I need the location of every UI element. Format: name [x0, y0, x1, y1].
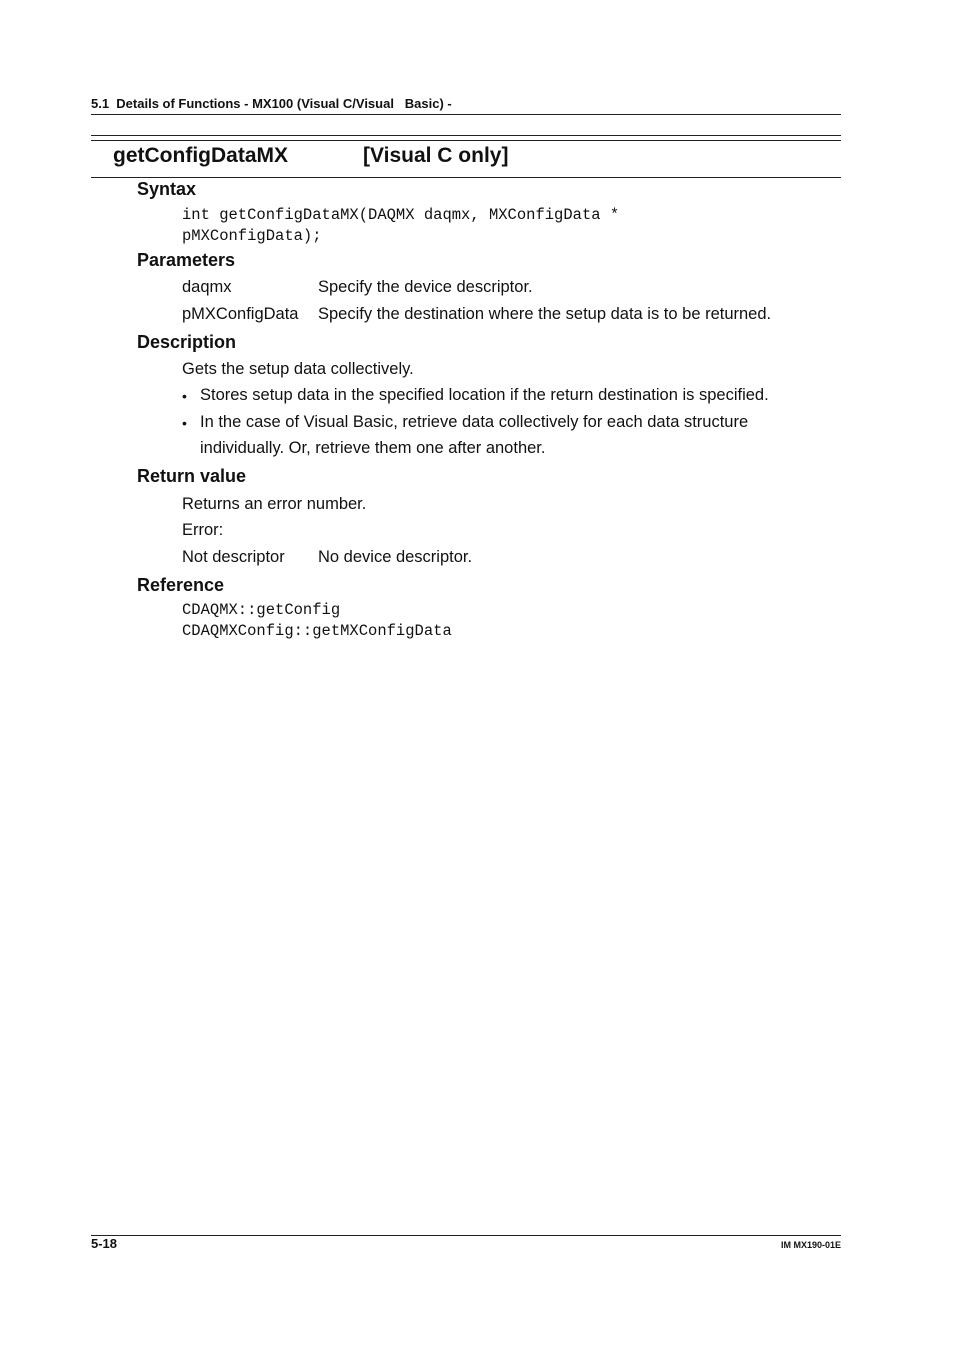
bullet-marker-2: •: [182, 415, 187, 431]
header-rule: [91, 114, 841, 115]
reference-heading: Reference: [137, 575, 225, 595]
return-line-1: Returns an error number.: [182, 495, 367, 513]
param-name-daqmx: daqmx: [182, 278, 232, 296]
section-header: 5.1 Details of Functions - MX100 (Visual C/Visual Basic) -: [91, 96, 452, 111]
function-tag: [Visual C only]: [363, 144, 509, 167]
title-top-rule: [91, 135, 841, 136]
parameters-heading: Parameters: [137, 250, 236, 270]
description-bullet-1: Stores setup data in the specified location if the return destination is specified.: [200, 386, 769, 404]
title-top-rule-2: [91, 140, 841, 141]
title-bottom-rule: [91, 177, 841, 178]
param-desc-pmxconfigdata: Specify the destination where the setup data is to be returned.: [318, 305, 772, 323]
syntax-heading: Syntax: [137, 179, 197, 199]
error-desc: No device descriptor.: [318, 548, 473, 566]
bullet-marker-1: •: [182, 388, 187, 404]
function-title: getConfigDataMX: [113, 144, 288, 167]
return-value-heading: Return value: [137, 466, 247, 486]
syntax-line-1: int getConfigDataMX(DAQMX daqmx, MXConfigData *: [182, 206, 620, 224]
document-id: IM MX190-01E: [780, 1240, 841, 1250]
param-name-pmxconfigdata: pMXConfigData: [182, 305, 299, 323]
param-desc-daqmx: Specify the device descriptor.: [318, 278, 533, 296]
reference-line-2: CDAQMXConfig::getMXConfigData: [182, 622, 452, 640]
footer-rule: [91, 1235, 841, 1236]
reference-line-1: CDAQMX::getConfig: [182, 601, 341, 619]
description-bullet-2: In the case of Visual Basic, retrieve data collectively for each data structure: [200, 413, 749, 431]
description-bullet-2-cont: individually. Or, retrieve them one after another.: [200, 439, 546, 457]
return-line-2: Error:: [182, 521, 224, 539]
page-number: 5-18: [91, 1236, 118, 1251]
description-intro: Gets the setup data collectively.: [182, 360, 414, 378]
syntax-line-2: pMXConfigData);: [182, 227, 322, 245]
error-name: Not descriptor: [182, 548, 285, 566]
description-heading: Description: [137, 332, 237, 352]
